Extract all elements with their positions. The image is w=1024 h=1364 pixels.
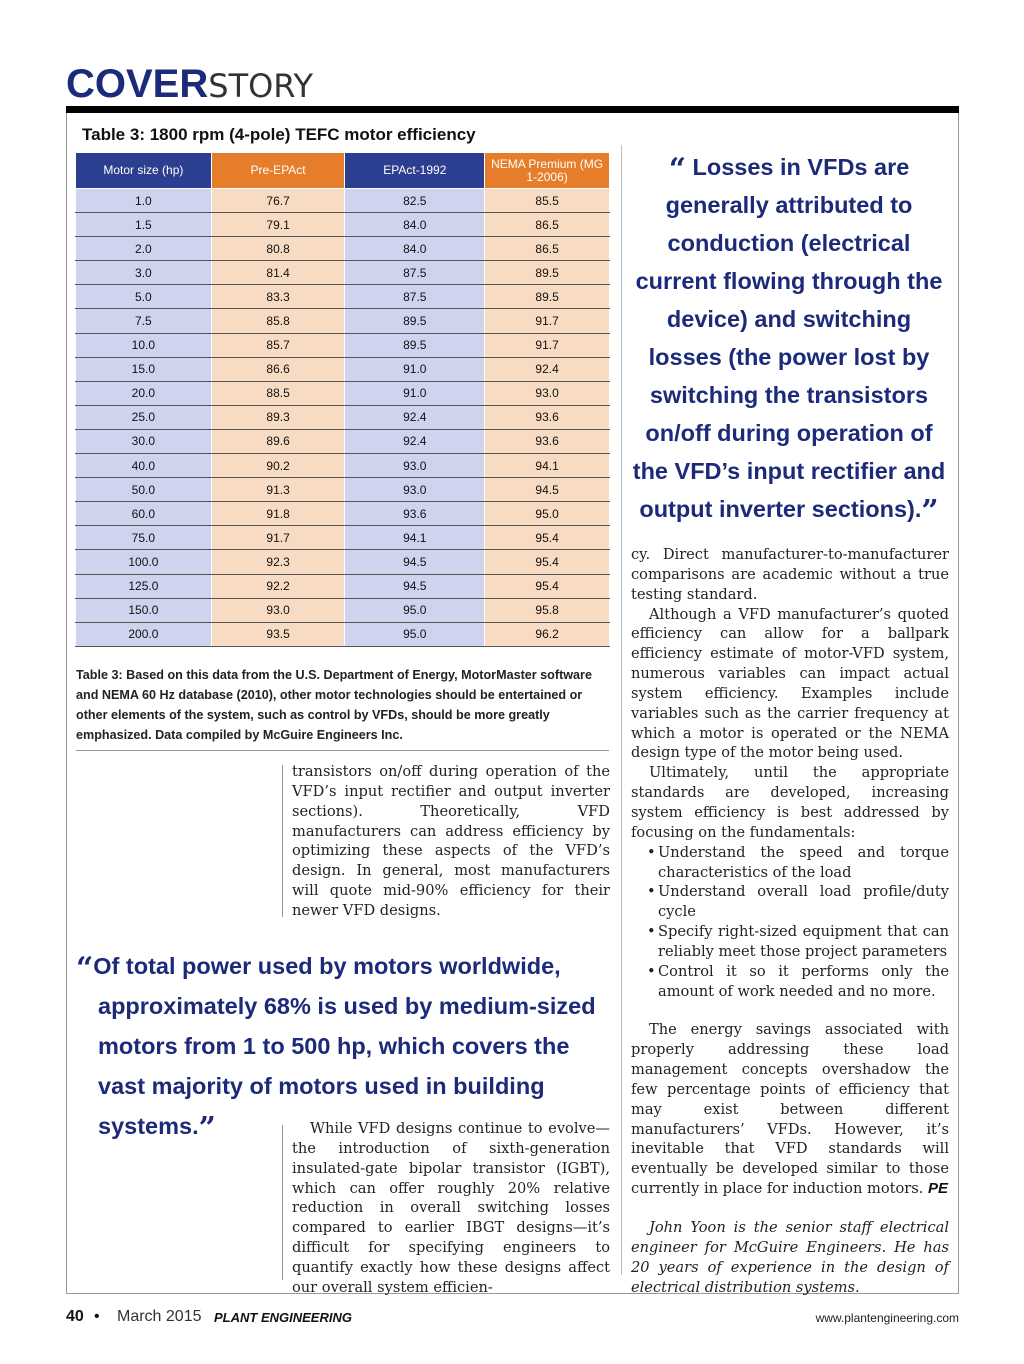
section-header xyxy=(66,62,313,107)
table-cell: 1.5 xyxy=(76,213,212,237)
body-rule-upper xyxy=(282,765,283,917)
table-header-row xyxy=(76,153,610,189)
table-row xyxy=(76,213,610,237)
list-item: • Understand the speed and torque characteristics of the load xyxy=(649,843,949,883)
table-cell: 89.5 xyxy=(485,261,610,285)
section-label-light: STORY xyxy=(208,67,314,105)
table-row xyxy=(76,454,610,478)
page-number: 40 xyxy=(66,1308,84,1325)
open-quote-icon: “ xyxy=(668,152,686,187)
header-pre-epact: Pre-EPAct xyxy=(211,153,345,189)
table-cell: 92.4 xyxy=(345,429,485,453)
table-row xyxy=(76,574,610,598)
table-cell: 93.6 xyxy=(345,502,485,526)
website-link[interactable]: www.plantengineering.com xyxy=(815,1311,959,1325)
table-cell: 94.1 xyxy=(345,526,485,550)
table-cell: 93.6 xyxy=(485,405,610,429)
table-cell: 94.5 xyxy=(345,550,485,574)
closing-paragraph-text: The energy savings associated with properly addressing these load management concepts overshadow the few percentage points of efficiency that may exist between different manufacturers’ VFDs. However, it’s inevitable that VFD standards will eventually be developed similar to those currently in place for induction motors. xyxy=(631,1021,949,1198)
table-cell: 80.8 xyxy=(211,237,345,261)
table-cell: 125.0 xyxy=(76,574,212,598)
paragraph xyxy=(631,1020,949,1199)
table-cell: 92.4 xyxy=(485,357,610,381)
table-cell: 93.6 xyxy=(485,429,610,453)
table-cell: 90.2 xyxy=(211,454,345,478)
table-cell: 3.0 xyxy=(76,261,212,285)
body-rule-lower xyxy=(282,1125,283,1280)
table-cell: 92.4 xyxy=(345,405,485,429)
close-quote-icon: ” xyxy=(198,1111,216,1146)
table-cell: 15.0 xyxy=(76,357,212,381)
table-cell: 93.0 xyxy=(211,598,345,622)
caption-rule xyxy=(76,750,609,751)
end-mark: PE xyxy=(928,1180,949,1198)
table-row xyxy=(76,357,610,381)
table-cell: 91.7 xyxy=(485,309,610,333)
table-cell: 91.0 xyxy=(345,357,485,381)
table-cell: 86.5 xyxy=(485,237,610,261)
table-cell: 91.3 xyxy=(211,478,345,502)
table-cell: 50.0 xyxy=(76,478,212,502)
table-cell: 91.7 xyxy=(211,526,345,550)
table-cell: 100.0 xyxy=(76,550,212,574)
table-row xyxy=(76,429,610,453)
table-cell: 150.0 xyxy=(76,598,212,622)
close-quote-icon: ” xyxy=(921,494,939,529)
table-cell: 75.0 xyxy=(76,526,212,550)
pull-quote-right xyxy=(630,148,948,528)
table-cell: 200.0 xyxy=(76,622,212,646)
table-row xyxy=(76,285,610,309)
table-body xyxy=(76,189,610,647)
list-item: • Specify right-sized equipment that can reliably meet those project parameters xyxy=(649,922,949,962)
pull-quote-left xyxy=(76,946,616,1146)
table-row xyxy=(76,261,610,285)
table-cell: 20.0 xyxy=(76,381,212,405)
table-cell: 7.5 xyxy=(76,309,212,333)
paragraph: Although a VFD manufacturer’s quoted efficiency can allow for a ballpark efficiency estimate of motor-VFD system, numerous variables can impact actual system efficiency. Examples include variables such as the carrier frequency at which a motor is operated or the NEMA design type of the motor being used. xyxy=(631,605,949,762)
left-column-text-upper xyxy=(292,762,610,921)
table-caption: Table 3: Based on this data from the U.S. Department of Energy, MotorMaster software and NEMA 60 Hz database (2010), other motor technologies should be entertained or other elements of the system, such as control by VFDs, should be more greatly emphasized. Data compiled by McGuire Engineers Inc. xyxy=(76,668,592,742)
fundamentals-list xyxy=(631,843,949,1002)
table-cell: 84.0 xyxy=(345,237,485,261)
header-motor-size: Motor size (hp) xyxy=(76,153,212,189)
column-divider xyxy=(621,145,622,1275)
table-row xyxy=(76,598,610,622)
table-cell: 86.5 xyxy=(485,213,610,237)
table-cell: 96.2 xyxy=(485,622,610,646)
list-item: • Understand overall load profile/duty cycle xyxy=(649,882,949,922)
table-cell: 60.0 xyxy=(76,502,212,526)
table-cell: 84.0 xyxy=(345,213,485,237)
table-cell: 95.0 xyxy=(345,598,485,622)
table-cell: 89.3 xyxy=(211,405,345,429)
table-row xyxy=(76,622,610,646)
paragraph: Ultimately, until the appropriate standards are developed, increasing system efficiency is best addressed by focusing on the fundamentals: xyxy=(631,764,949,841)
table-row xyxy=(76,381,610,405)
table-cell: 86.6 xyxy=(211,357,345,381)
table-title: Table 3: 1800 rpm (4-pole) TEFC motor efficiency xyxy=(82,125,476,144)
table-row xyxy=(76,333,610,357)
table-cell: 25.0 xyxy=(76,405,212,429)
table-cell: 2.0 xyxy=(76,237,212,261)
footer-separator: • xyxy=(94,1308,100,1325)
header-rule xyxy=(66,106,959,113)
table-row xyxy=(76,478,610,502)
table-cell: 85.7 xyxy=(211,333,345,357)
table-cell: 95.4 xyxy=(485,550,610,574)
efficiency-table xyxy=(75,152,610,647)
table-cell: 88.5 xyxy=(211,381,345,405)
table-row xyxy=(76,237,610,261)
table-cell: 94.5 xyxy=(485,478,610,502)
table-cell: 94.1 xyxy=(485,454,610,478)
table-cell: 83.3 xyxy=(211,285,345,309)
frame-left-border xyxy=(66,113,67,1294)
right-column-text xyxy=(631,545,949,1297)
pull-quote-left-text: Of total power used by motors worldwide, approximately 68% is used by medium-sized motors from 1 to 500 hp, which covers the vast majority of motors used in building systems. xyxy=(93,953,596,1139)
table-cell: 85.8 xyxy=(211,309,345,333)
table-cell: 81.4 xyxy=(211,261,345,285)
list-item: • Control it so it performs only the amount of work needed and no more. xyxy=(649,962,949,1002)
table-row xyxy=(76,526,610,550)
table-row xyxy=(76,550,610,574)
pull-quote-right-text: Losses in VFDs are generally attributed to conduction (electrical current flowing through the device) and switching losses (the power lost by switching the transistors on/off during operation of the VFD’s input rectifier and output inverter sections). xyxy=(632,154,946,522)
table-cell: 93.5 xyxy=(211,622,345,646)
table-cell: 89.5 xyxy=(345,309,485,333)
table-cell: 87.5 xyxy=(345,285,485,309)
paragraph: cy. Direct manufacturer-to-manufacturer comparisons are academic without a true testing standard. xyxy=(631,546,949,603)
table-cell: 91.7 xyxy=(485,333,610,357)
issue-date: March 2015 xyxy=(117,1308,202,1325)
left-column-text-lower xyxy=(292,1119,610,1298)
table-cell: 95.0 xyxy=(485,502,610,526)
table-cell: 79.1 xyxy=(211,213,345,237)
table-cell: 93.0 xyxy=(485,381,610,405)
table-cell: 92.3 xyxy=(211,550,345,574)
table-cell: 87.5 xyxy=(345,261,485,285)
table-cell: 89.5 xyxy=(345,333,485,357)
table-row xyxy=(76,309,610,333)
table-cell: 5.0 xyxy=(76,285,212,309)
table-row xyxy=(76,189,610,213)
table-cell: 30.0 xyxy=(76,429,212,453)
table-cell: 82.5 xyxy=(345,189,485,213)
table-row xyxy=(76,502,610,526)
table-cell: 93.0 xyxy=(345,454,485,478)
frame-right-border xyxy=(958,113,959,1294)
header-nema-premium: NEMA Premium (MG 1-2006) xyxy=(485,153,610,189)
table-cell: 93.0 xyxy=(345,478,485,502)
section-label-bold: COVER xyxy=(66,62,209,106)
page-footer xyxy=(66,1308,959,1328)
table-cell: 89.6 xyxy=(211,429,345,453)
table-cell: 95.0 xyxy=(345,622,485,646)
paragraph: While VFD designs continue to evolve—the introduction of sixth-generation insulated-gate bipolar transistor (IGBT), which can offer roughly 20% relative reduction in overall switching losses compared to earlier IBGT designs—it’s difficult for specifying engineers to quantify exactly how these designs affect our overall system efficien- xyxy=(292,1120,610,1296)
table-cell: 85.5 xyxy=(485,189,610,213)
table-cell: 89.5 xyxy=(485,285,610,309)
table-cell: 1.0 xyxy=(76,189,212,213)
paragraph: transistors on/off during operation of the VFD’s input rectifier and output inverter sections). Theoretically, VFD manufacturers can address efficiency by optimizing these aspects of the VFD’s design. In general, most manufacturers will quote mid-90% efficiency for their newer VFD designs. xyxy=(292,763,610,919)
magazine-name: PLANT ENGINEERING xyxy=(214,1310,352,1325)
table-cell: 76.7 xyxy=(211,189,345,213)
table-cell: 91.0 xyxy=(345,381,485,405)
table-cell: 95.4 xyxy=(485,574,610,598)
table-cell: 95.4 xyxy=(485,526,610,550)
table-cell: 94.5 xyxy=(345,574,485,598)
table-cell: 92.2 xyxy=(211,574,345,598)
table-cell: 95.8 xyxy=(485,598,610,622)
header-epact-1992: EPAct-1992 xyxy=(345,153,485,189)
table-cell: 40.0 xyxy=(76,454,212,478)
open-quote-icon: “ xyxy=(76,951,94,986)
table-row xyxy=(76,405,610,429)
table-cell: 91.8 xyxy=(211,502,345,526)
author-bio: John Yoon is the senior staff electrical engineer for McGuire Engineers. He has 20 years of experience in the design of electrical distribution systems. xyxy=(631,1219,949,1296)
table-cell: 10.0 xyxy=(76,333,212,357)
